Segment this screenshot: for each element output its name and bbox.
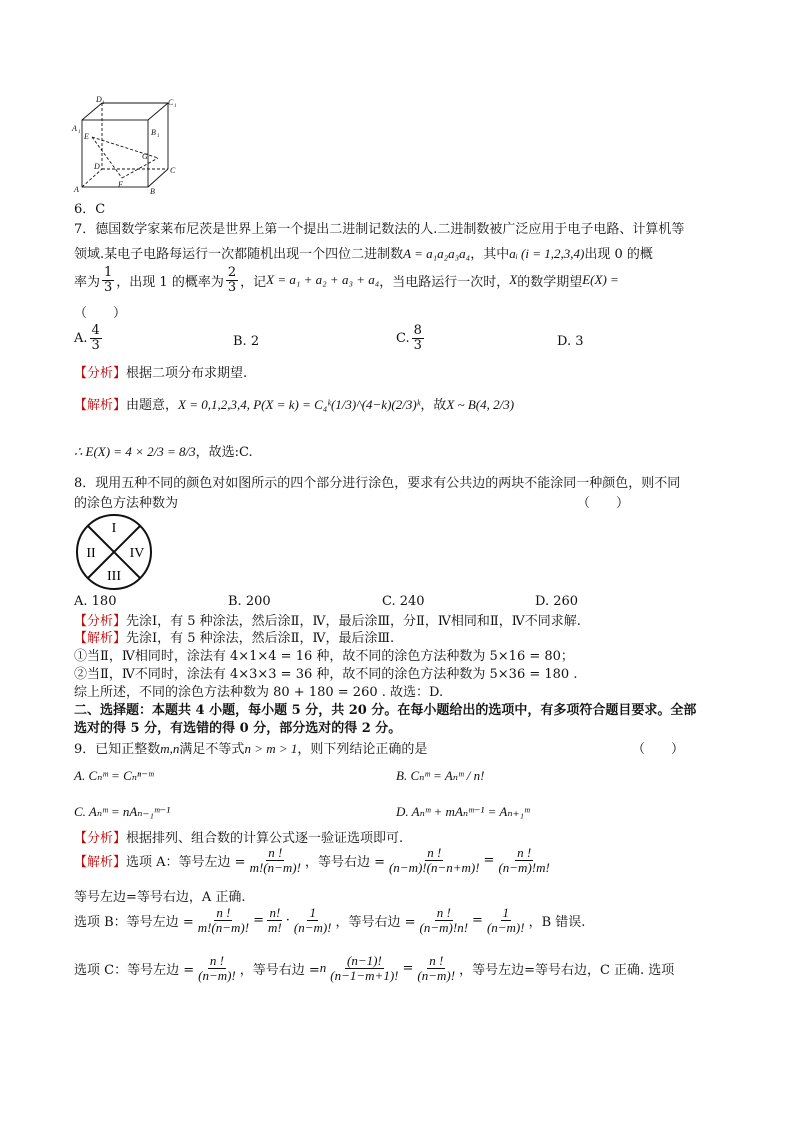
q9-option-d: D. Aₙᵐ + mAₙᵐ⁻¹ = Aₙ₊₁ᵐ [396, 804, 530, 819]
q9-solution-a-line2: 等号左边=等号右边，A 正确. [74, 890, 246, 905]
label-a1: A [72, 124, 77, 133]
q6-answer: 6．C [74, 202, 106, 217]
q9-option-c: C. Aₙᵐ = nAₙ₋₁ᵐ⁻¹ [74, 804, 171, 819]
region-II: II [86, 546, 96, 561]
q7-option-a: A. $\frac{4}{3}$ [74, 323, 100, 353]
svg-text:1: 1 [78, 130, 81, 135]
q7-option-c: C. $\frac{8}{3}$ [396, 323, 422, 353]
circle-diagram [74, 512, 154, 592]
q7-paren: （ ） [74, 306, 127, 321]
label-b: B [150, 187, 155, 195]
section2-line1: 二、选择题：本题共 4 小题，每小题 5 分，共 20 分。在每小题给出的选项中，有多项符合题目要求。全部 [74, 703, 697, 718]
q8-case2: ②当Ⅱ，Ⅳ不同时，涂法有 4×3×3 = 36 种，故不同的涂色方法种数为 5×36 = 180 . [74, 667, 578, 682]
q8-paren: （ ） [577, 496, 630, 511]
q9-solution-c: 选项 C：等号左边 = $\frac{n !}{(n-m)!}$ ，等号右边 = n $\frac{(n-1)!}{(n-1-m+1)!}$ = $\frac{n !}{(n-m)!}$ ，等号左边=等号右边，C 正确. 选项 [74, 953, 675, 983]
q8-option-d: D. 260 [535, 594, 579, 609]
q9-option-a: A. Cₙᵐ = Cₙⁿ⁻ᵐ [74, 768, 154, 783]
q8-solution: 【解析】先涂Ⅰ，有 5 种涂法，然后涂Ⅱ，Ⅳ，最后涂Ⅲ. [74, 631, 395, 646]
label-f: F [118, 180, 123, 189]
q8-analysis: 【分析】先涂Ⅰ，有 5 种涂法，然后涂Ⅱ，Ⅳ，最后涂Ⅲ，分Ⅱ，Ⅳ相同和Ⅱ，Ⅳ不同求解. [74, 614, 581, 629]
q8-option-a: A. 180 [74, 594, 117, 609]
label-d: D [94, 162, 100, 171]
svg-text:1: 1 [102, 101, 105, 106]
svg-text:1: 1 [157, 134, 160, 139]
q8-line1: 8．现用五种不同的颜色对如图所示的四个部分进行涂色，要求有公共边的两块不能涂同一种颜色，则不同 [74, 476, 681, 491]
q7-analysis: 【分析】根据二项分布求期望. [74, 366, 248, 381]
q9-analysis: 【分析】根据排列、组合数的计算公式逐一验证选项即可. [74, 831, 404, 846]
q7-line2: 领域.某电子电路每运行一次都随机出现一个四位二进制数A = a₁a₂a₃a₄，其中aᵢ (i = 1,2,3,4)出现 0 的概 [74, 246, 653, 262]
label-e: E [84, 132, 89, 141]
label-d1: D [96, 95, 102, 104]
q8-line2: 的涂色方法种数为 [74, 496, 179, 511]
label-c1: C [168, 98, 174, 107]
q9-solution-b: 选项 B：等号左边 = $\frac{n !}{m!(n-m)!}$ = $\frac{n!}{m!}$ · $\frac{1}{(n-m)!}$ ，等号右边 = $\frac{n !}{(n-m)!n!}$ = $\frac{1}{(n-m)!}$ ，B 错误. [74, 905, 586, 935]
q8-summary: 综上所述，不同的涂色方法种数为 80 + 180 = 260 . 故选：D. [74, 685, 444, 700]
q8-case1: ①当Ⅱ，Ⅳ相同时，涂法有 4×1×4 = 16 种，故不同的涂色方法种数为 5×16 = 80； [74, 649, 574, 664]
region-III: III [107, 569, 121, 584]
q9-stem: 9．已知正整数m,n满足不等式n > m > 1，则下列结论正确的是 [74, 741, 428, 757]
q7-option-d: D. 3 [557, 334, 584, 349]
q7-line3: 率为 $\frac{1}{3}$ ，出现 1 的概率为 $\frac{2}{3}$ ，记 X = a₁ + a₂ + a₃ + a₄ ，当电路运行一次时， X 的数学期望 E(X) = [74, 265, 619, 295]
q9-option-b: B. Cₙᵐ = Aₙᵐ / n! [396, 768, 485, 783]
q9-paren: （ ） [632, 742, 685, 757]
q9-solution-a: 【解析】 选项 A：等号左边 = $\frac{n !}{m!(n-m)!}$ ，等号右边 = $\frac{n !}{(n-m)!(n-n+m)!}$ = $\frac{n !}{(n-m)!m!}$ [74, 845, 550, 875]
q7-solution: 【解析】由题意，X = 0,1,2,3,4, P(X = k) = C₄ᵏ(1/3)^(4−k)(2/3)ᵏ，故X ~ B(4, 2/3) [74, 397, 515, 413]
svg-text:1: 1 [174, 104, 177, 109]
region-I: I [111, 521, 117, 536]
label-a: A [74, 185, 79, 194]
q7-solution-line2: ∴ E(X) = 4 × 2/3 = 8/3，故选:C. [74, 444, 253, 460]
q8-option-b: B. 200 [228, 594, 271, 609]
label-c: C [170, 166, 176, 175]
q7-line1: 7．德国数学家莱布尼茨是世界上第一个提出二进制记数法的人.二进制数被广泛应用于电子电路、计算机等 [74, 222, 685, 237]
label-g: G [142, 152, 148, 161]
q8-option-c: C. 240 [382, 594, 425, 609]
label-b1: B [151, 128, 156, 137]
q7-option-b: B. 2 [233, 334, 260, 349]
section2-line2: 选对的得 5 分，有选错的得 0 分，部分选对的得 2 分。 [74, 721, 402, 736]
cube-figure [70, 95, 180, 195]
region-IV: IV [129, 546, 145, 561]
